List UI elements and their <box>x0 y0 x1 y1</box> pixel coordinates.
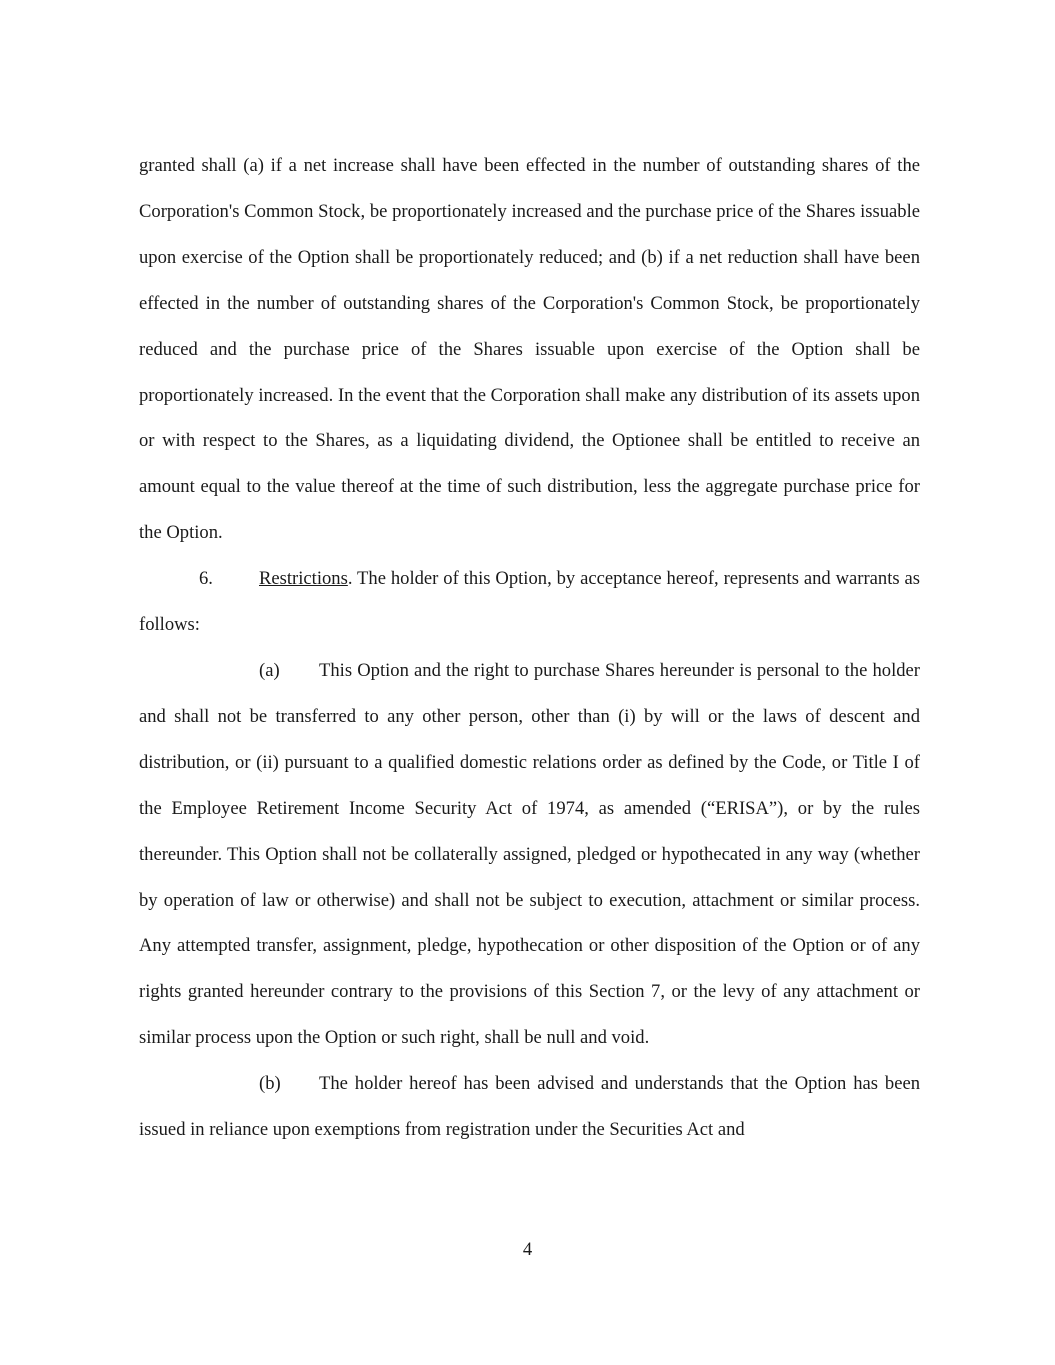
subsection-b-paragraph <box>139 1061 920 1153</box>
section-6-paragraph <box>139 556 920 648</box>
body-text <box>139 143 920 1153</box>
subsection-a-paragraph <box>139 648 920 1061</box>
section-6-number: 6. <box>199 568 213 590</box>
continuation-paragraph: granted shall (a) if a net increase shall have been effected in the number of outstanding shares of the Corporation's Common Stock, be proportionately increased and the purchase price of the Shares issuable upon exercise of the Option shall be proportionately reduced; and (b) if a net reduction shall have been effected in the number of outstanding shares of the Corporation's Common Stock, be proportionately reduced and the purchase price of the Shares issuable upon exercise of the Option shall be proportionately increased. In the event that the Corporation shall make any distribution of its assets upon or with respect to the Shares, as a liquidating dividend, the Optionee shall be entitled to receive an amount equal to the value thereof at the time of such distribution, less the aggregate purchase price for the Option. <box>139 155 920 544</box>
page-number: 4 <box>522 1239 533 1260</box>
section-6-heading: Restrictions <box>259 568 348 590</box>
subsection-a-text: This Option and the right to purchase Shares hereunder is personal to the holder and shall not be transferred to any other person, other than (i) by will or the laws of descent and distribution, or (ii) pursuant to a qualified domestic relations order as defined by the Code, or Title I of the Employee Retirement Income Security Act of 1974, as amended (“ERISA”), or by the rules thereunder. This Option shall not be collaterally assigned, pledged or hypothecated in any way (whether by operation of law or otherwise) and shall not be subject to execution, attachment or similar process. Any attempted transfer, assignment, pledge, hypothecation or other disposition of the Option or of any rights granted hereunder contrary to the provisions of this Section 7, or the levy of any attachment or similar process upon the Option or such right, shall be null and void. <box>139 659 920 1049</box>
subsection-a-label: (a) <box>259 659 280 681</box>
subsection-b-text: The holder hereof has been advised and understands that the Option has been issued in reliance upon exemptions from registration under the Securities Act and <box>139 1073 920 1141</box>
subsection-b-label: (b) <box>259 1073 281 1095</box>
section-6-heading-suffix: . <box>347 568 353 590</box>
section-6-text: The holder of this Option, by acceptance hereof, represents and warrants as follows: <box>139 568 920 636</box>
